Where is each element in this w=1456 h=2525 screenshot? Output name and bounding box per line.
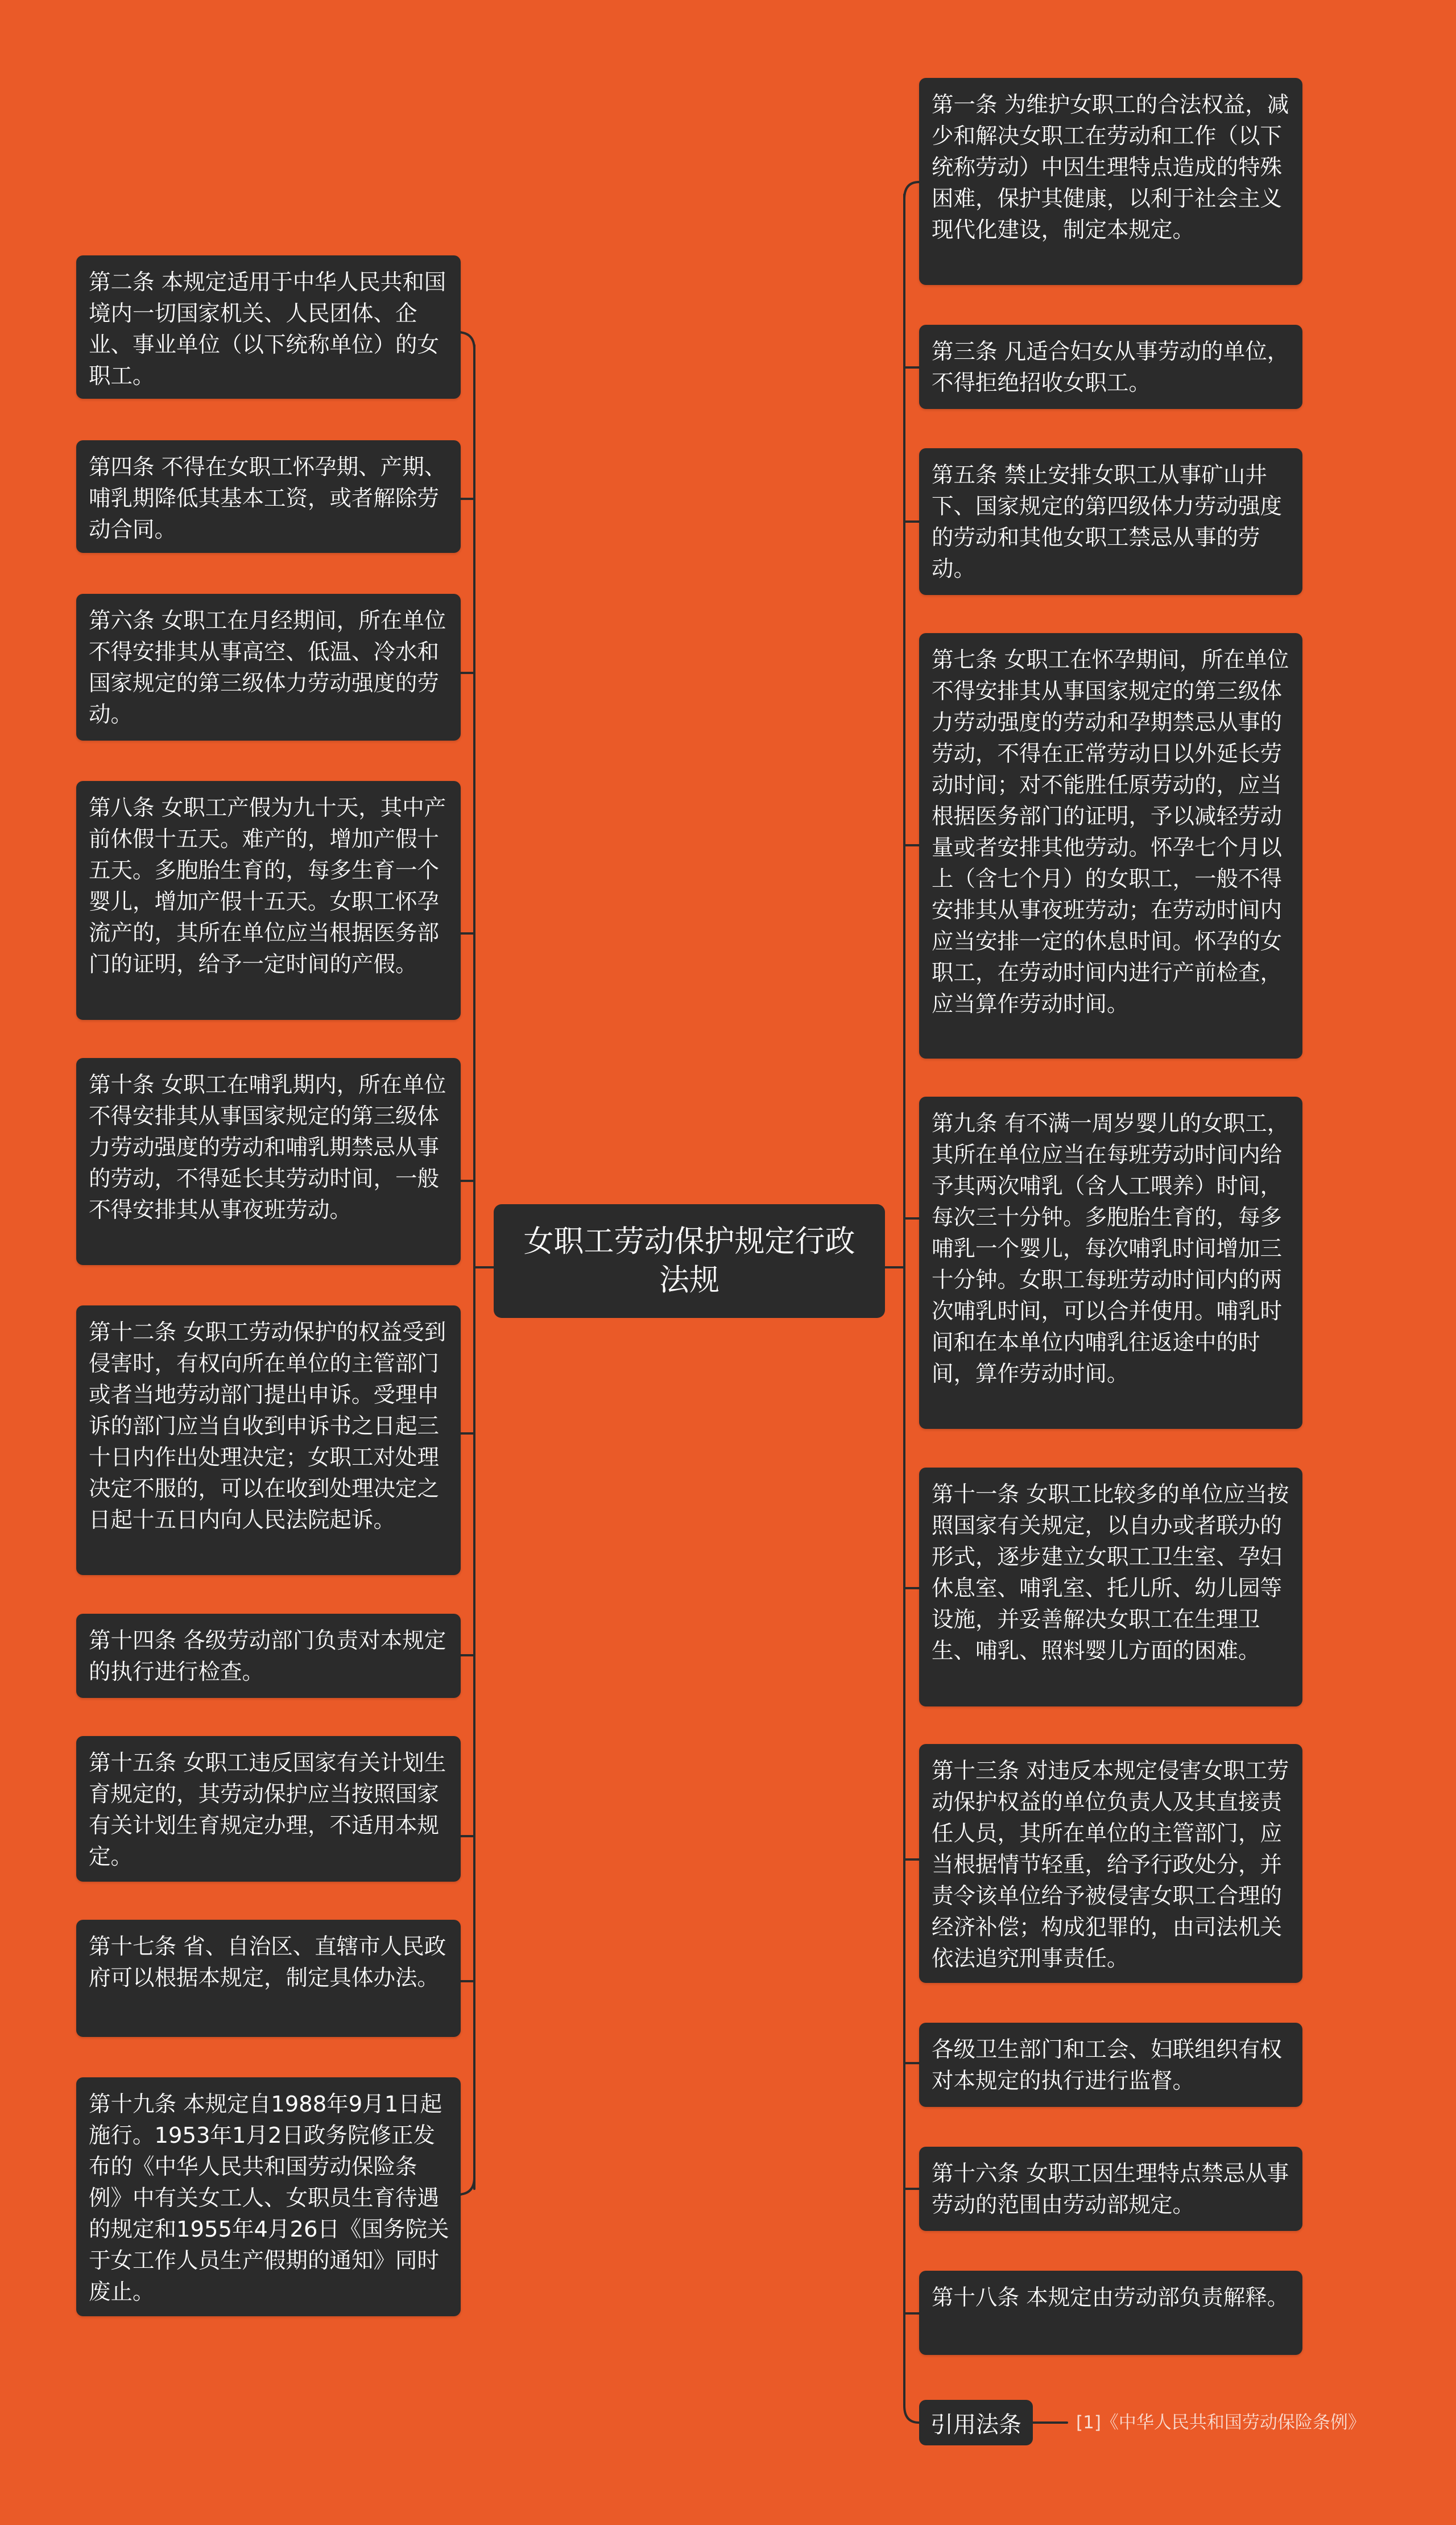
article-17-node[interactable]: 第十七条 省、自治区、直辖市人民政府可以根据本规定，制定具体办法。 — [76, 1920, 461, 2037]
central-topic[interactable] — [494, 1204, 885, 1318]
article-3-node[interactable]: 第三条 凡适合妇女从事劳动的单位，不得拒绝招收女职工。 — [919, 325, 1302, 409]
article-8-node[interactable]: 第八条 女职工产假为九十天，其中产前休假十五天。难产的，增加产假十五天。多胞胎生育的，每多生育一个婴儿，增加产假十五天。女职工怀孕流产的，其所在单位应当根据医务部门的证明，给予一定时间的产假。 — [76, 781, 461, 1020]
article-7-node[interactable]: 第七条 女职工在怀孕期间，所在单位不得安排其从事国家规定的第三级体力劳动强度的劳动和孕期禁忌从事的劳动，不得在正常劳动日以外延长劳动时间；对不能胜任原劳动的，应当根据医务部门的证明，予以减轻劳动量或者安排其他劳动。怀孕七个月以上（含七个月）的女职工，一般不得安排其从事夜班劳动；在劳动时间内应当安排一定的休息时间。怀孕的女职工，在劳动时间内进行产前检查，应当算作劳动时间。 — [919, 633, 1302, 1059]
article-13-node[interactable]: 第十三条 对违反本规定侵害女职工劳动保护权益的单位负责人及其直接责任人员，其所在单位的主管部门，应当根据情节轻重，给予行政处分，并责令该单位给予被侵害女职工合理的经济补偿；构成犯罪的，由司法机关依法追究刑事责任。 — [919, 1744, 1302, 1983]
article-12-node[interactable]: 第十二条 女职工劳动保护的权益受到侵害时，有权向所在单位的主管部门或者当地劳动部门提出申诉。受理申诉的部门应当自收到申诉书之日起三十日内作出处理决定；女职工对处理决定不服的，可以在收到处理决定之日起十五日内向人民法院起诉。 — [76, 1305, 461, 1575]
reference-node[interactable] — [919, 2400, 1033, 2445]
article-6-node[interactable]: 第六条 女职工在月经期间，所在单位不得安排其从事高空、低温、冷水和国家规定的第三级体力劳动强度的劳动。 — [76, 594, 461, 741]
article-4-node[interactable]: 第四条 不得在女职工怀孕期、产期、哺乳期降低其基本工资，或者解除劳动合同。 — [76, 440, 461, 553]
supervision-node[interactable]: 各级卫生部门和工会、妇联组织有权对本规定的执行进行监督。 — [919, 2023, 1302, 2107]
reference-label: 引用法条 — [930, 2411, 1021, 2438]
article-5-node[interactable]: 第五条 禁止安排女职工从事矿山井下、国家规定的第四级体力劳动强度的劳动和其他女职工禁忌从事的劳动。 — [919, 448, 1302, 595]
article-15-node[interactable]: 第十五条 女职工违反国家有关计划生育规定的，其劳动保护应当按照国家有关计划生育规定办理，不适用本规定。 — [76, 1736, 461, 1882]
article-2-node[interactable]: 第二条 本规定适用于中华人民共和国境内一切国家机关、人民团体、企业、事业单位（以下统称单位）的女职工。 — [76, 255, 461, 399]
article-11-node[interactable]: 第十一条 女职工比较多的单位应当按照国家有关规定，以自办或者联办的形式，逐步建立女职工卫生室、孕妇休息室、哺乳室、托儿所、幼儿园等设施，并妥善解决女职工在生理卫生、哺乳、照料婴儿方面的困难。 — [919, 1468, 1302, 1706]
article-1-node[interactable]: 第一条 为维护女职工的合法权益，减少和解决女职工在劳动和工作（以下统称劳动）中因生理特点造成的特殊困难，保护其健康，以利于社会主义现代化建设，制定本规定。 — [919, 78, 1302, 285]
article-14-node[interactable]: 第十四条 各级劳动部门负责对本规定的执行进行检查。 — [76, 1614, 461, 1698]
article-16-node[interactable]: 第十六条 女职工因生理特点禁忌从事劳动的范围由劳动部规定。 — [919, 2147, 1302, 2231]
article-19-node[interactable]: 第十九条 本规定自1988年9月1日起施行。1953年1月2日政务院修正发布的《中华人民共和国劳动保险条例》中有关女工人、女职员生育待遇的规定和1955年4月26日《国务院关于女工作人员生产假期的通知》同时废止。 — [76, 2077, 461, 2316]
article-9-node[interactable]: 第九条 有不满一周岁婴儿的女职工，其所在单位应当在每班劳动时间内给予其两次哺乳（含人工喂养）时间，每次三十分钟。多胞胎生育的，每多哺乳一个婴儿，每次哺乳时间增加三十分钟。女职工每班劳动时间内的两次哺乳时间，可以合并使用。哺乳时间和在本单位内哺乳往返途中的时间，算作劳动时间。 — [919, 1097, 1302, 1429]
reference-citation: [1]《中华人民共和国劳动保险条例》 — [1076, 2412, 1366, 2433]
central-topic-label: 女职工劳动保护规定行政法规 — [523, 1224, 855, 1297]
article-18-node[interactable]: 第十八条 本规定由劳动部负责解释。 — [919, 2271, 1302, 2355]
article-10-node[interactable]: 第十条 女职工在哺乳期内，所在单位不得安排其从事国家规定的第三级体力劳动强度的劳动和哺乳期禁忌从事的劳动，不得延长其劳动时间，一般不得安排其从事夜班劳动。 — [76, 1058, 461, 1265]
